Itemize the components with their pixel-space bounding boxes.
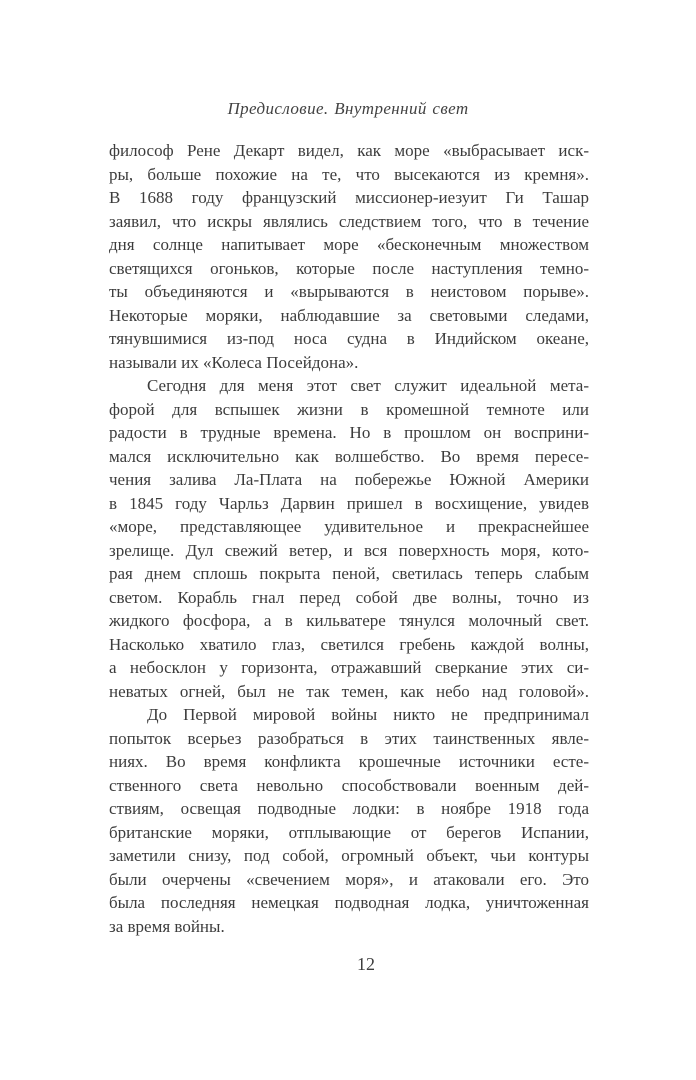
text-line: Насколько хватило глаз, светился гребень каждой волны,	[109, 634, 589, 654]
paragraph	[109, 703, 589, 938]
text-line: за время войны.	[109, 916, 225, 936]
text-line: ниях. Во время конфликта крошечные источники есте-	[109, 752, 589, 771]
text-line: ственного света невольно способствовали военным дей-	[109, 775, 589, 795]
text-line: тянувшимися из-под носа судна в Индийском океане,	[109, 329, 589, 348]
text-line: «море, представляющее удивительное и прекраснейшее	[109, 517, 589, 536]
text-line: были очерчены «свечением моря», и атаковали его. Это	[109, 869, 589, 889]
text-line: светом. Корабль гнал перед собой две волны, точно из	[109, 587, 589, 607]
text-line: Некоторые моряки, наблюдавшие за световыми следами,	[109, 305, 589, 325]
text-line: чения залива Ла-Плата на побережье Южной Америки	[109, 470, 589, 489]
text-line: ты объединяются и «вырываются в неистовом порыве».	[109, 282, 589, 301]
text-line: мался исключительно как волшебство. Во время пересе-	[109, 446, 589, 466]
paragraph	[109, 374, 589, 703]
text-line: заметили снизу, под собой, огромный объект, чьи контуры	[109, 846, 589, 865]
text-line: Сегодня для меня этот свет служит идеальной мета-	[147, 376, 589, 395]
running-head: Предисловие. Внутренний свет	[227, 99, 469, 118]
page-number: 12	[357, 954, 375, 974]
text-line: форой для вспышек жизни в кромешной темноте или	[109, 399, 589, 419]
text-line: В 1688 году французский миссионер-иезуит Ги Ташар	[109, 188, 589, 207]
text-line: философ Рене Декарт видел, как море «выбрасывает иск-	[109, 141, 589, 160]
text-line: британские моряки, отплывающие от берегов Испании,	[109, 822, 589, 842]
text-line: зрелище. Дул свежий ветер, и вся поверхность моря, кото-	[109, 540, 589, 560]
text-line: ры, больше похожие на те, что высекаются из кремня».	[109, 164, 589, 184]
text-line: дня солнце напитывает море «бесконечным множеством	[109, 235, 589, 254]
text-line: называли их «Колеса Посейдона».	[109, 352, 359, 372]
text-line: заявил, что искры являлись следствием того, что в течение	[109, 211, 589, 231]
text-line: в 1845 году Чарльз Дарвин пришел в восхищение, увидев	[109, 493, 589, 513]
text-line: неватых огней, был не так темен, как небо над головой».	[109, 681, 589, 701]
body-text	[109, 139, 589, 938]
text-line: а небосклон у горизонта, отражавший сверкание этих си-	[109, 658, 589, 677]
text-line: была последняя немецкая подводная лодка, уничтоженная	[109, 893, 589, 912]
text-line: попыток всерьез разобраться в этих таинственных явле-	[109, 728, 589, 748]
text-line: светящихся огоньков, которые после наступления темно-	[109, 258, 589, 278]
text-line: ствиям, освещая подводные лодки: в ноябре 1918 года	[109, 799, 589, 818]
paragraph	[109, 139, 589, 374]
text-line: жидкого фосфора, а в кильватере тянулся молочный свет.	[109, 611, 589, 630]
text-line: До Первой мировой войны никто не предпринимал	[147, 705, 589, 724]
text-line: радости в трудные времена. Но в прошлом он восприни-	[109, 423, 589, 442]
text-line: рая днем сплошь покрыта пеной, светилась теперь слабым	[109, 564, 589, 583]
